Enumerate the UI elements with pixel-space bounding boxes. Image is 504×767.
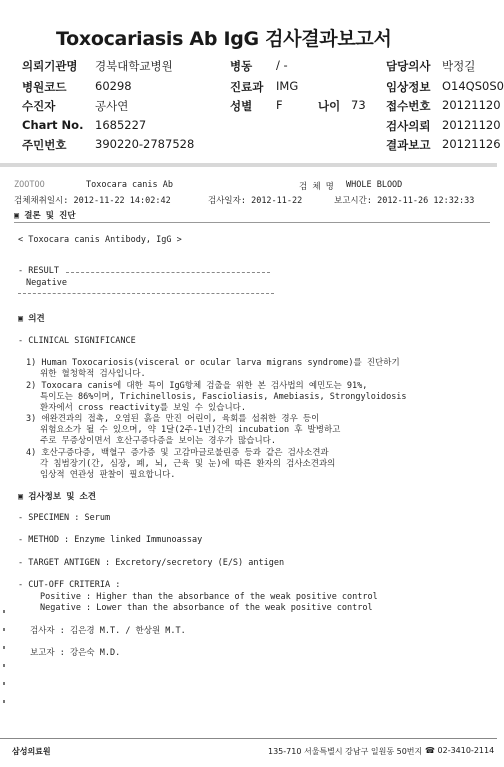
clinical-label: 임상정보: [386, 80, 431, 94]
request-value: 20121120: [442, 118, 501, 132]
patient-label: 수진자: [22, 99, 56, 113]
method-info: - METHOD : Enzyme linked Immunoassay: [18, 535, 203, 545]
age-label: 나이: [318, 99, 341, 113]
reporter-line: 보고자 : 강은숙 M.D.: [30, 648, 121, 658]
receipt-no-label: 접수번호: [386, 99, 431, 113]
report-time: 보고시간: 2012-11-26 12:32:33: [334, 196, 475, 206]
doctor-value: 박정길: [442, 59, 476, 73]
collect-datetime: 검체채취일시: 2012-11-22 14:02:42: [14, 196, 171, 206]
clinical-significance: - CLINICAL SIGNIFICANCE: [18, 336, 136, 346]
paragraph-3a: 3) 애완견과의 접촉, 오염된 흙을 만진 어린이, 육회를 섭취한 경우 등이: [26, 414, 320, 424]
chart-no-label: Chart No.: [22, 118, 84, 132]
specimen-value: WHOLE BLOOD: [346, 180, 403, 190]
tester-line: 검사자 : 김은경 M.T. / 한상원 M.T.: [30, 626, 186, 636]
ward-value: / -: [276, 58, 288, 72]
hospital-value: 경북대학교병원: [95, 59, 173, 73]
section-rule: [14, 222, 490, 223]
paragraph-4c: 임상적 연관성 판찰이 필요합니다.: [40, 470, 176, 480]
paragraph-3b: 위험요소가 될 수 있으며, 약 1달(2주-1년)간의 incubation 후 발병하고: [40, 425, 341, 435]
paragraph-4b: 각 침범장기(간, 심장, 폐, 뇌, 근육 및 눈)에 따른 환자의 검사소견과의: [40, 459, 336, 469]
footer-address: 135-710 서울특별시 강남구 일원동 50번지: [268, 747, 423, 756]
result-label: - RESULT: [18, 266, 59, 276]
cutoff-positive: Positive : Higher than the absorbance of the weak positive control: [40, 592, 378, 602]
paragraph-2a: 2) Toxocara canis에 대한 특이 IgG항체 검출을 위한 본 검사법의 예민도는 91%,: [26, 381, 368, 391]
receipt-no-value: 20121120: [442, 98, 501, 112]
paragraph-1b: 위한 혈청학적 검사입니다.: [40, 369, 146, 379]
doctor-label: 담당의사: [386, 59, 431, 73]
footer-phone: ☎ 02-3410-2114: [425, 746, 495, 755]
header-separator: [0, 163, 497, 167]
paragraph-4a: 4) 호산구증다증, 백혈구 증가증 및 고감마글로불린증 등과 같은 검사소견과: [26, 448, 329, 458]
section-opinion-title: ▣ 의견: [18, 314, 45, 324]
paragraph-2c: 환자에서 cross reactivity를 보일 수 있습니다.: [40, 403, 246, 413]
footer-org: 삼성의료원: [12, 747, 51, 756]
result-report-value: 20121126: [442, 137, 501, 151]
result-dash-rule: [66, 272, 270, 273]
patient-value: 공사연: [95, 99, 129, 113]
hospital-label: 의뢰기관명: [22, 59, 78, 73]
scan-edge-marks: [3, 600, 7, 720]
test-name: Toxocara canis Ab: [86, 180, 173, 190]
result-bottom-rule: [18, 293, 274, 294]
section-result-title: ▣ 결론 및 진단: [14, 211, 76, 221]
cutoff-negative: Negative : Lower than the absorbance of the weak positive control: [40, 603, 373, 613]
report-title: Toxocariasis Ab IgG 검사결과보고서: [56, 28, 392, 50]
section-info-title: ▣ 검사정보 및 소견: [18, 492, 96, 502]
sex-label: 성별: [230, 99, 253, 113]
dept-label: 진료과: [230, 80, 264, 94]
specimen-label: 검 체 명: [299, 182, 334, 192]
hosp-code-label: 병원코드: [22, 80, 67, 94]
clinical-value: O14QS0S0: [442, 79, 504, 93]
request-label: 검사의뢰: [386, 119, 431, 133]
id-value: 390220-2787528: [95, 137, 195, 151]
id-label: 주민번호: [22, 138, 67, 152]
paragraph-1a: 1) Human Toxocariosis(visceral or ocular larva migrans syndrome)를 진단하기: [26, 358, 400, 368]
antibody-line: < Toxocara canis Antibody, IgG >: [18, 235, 182, 245]
paragraph-2b: 특이도는 86%이며, Trichinellosis, Fascioliasis, Amebiasis, Strongyloidosis: [40, 392, 407, 402]
paragraph-3c: 주로 무증상이면서 호산구증다증을 보이는 경우가 많습니다.: [40, 436, 276, 446]
result-report-label: 결과보고: [386, 138, 431, 152]
antigen-info: - TARGET ANTIGEN : Excretory/secretory (E/S) antigen: [18, 558, 285, 568]
chart-no-value: 1685227: [95, 118, 147, 132]
cutoff-label: - CUT-OFF CRITERIA :: [18, 580, 121, 590]
cut-top-text: ZOOTOO: [14, 180, 45, 190]
age-value: 73: [351, 98, 366, 112]
sex-value: F: [276, 98, 283, 112]
ward-label: 병동: [230, 59, 253, 73]
result-value: Negative: [26, 278, 67, 288]
test-date: 검사일자: 2012-11-22: [208, 196, 303, 206]
footer-rule: [0, 738, 497, 739]
hosp-code-value: 60298: [95, 79, 132, 93]
specimen-info: - SPECIMEN : Serum: [18, 513, 111, 523]
dept-value: IMG: [276, 79, 299, 93]
